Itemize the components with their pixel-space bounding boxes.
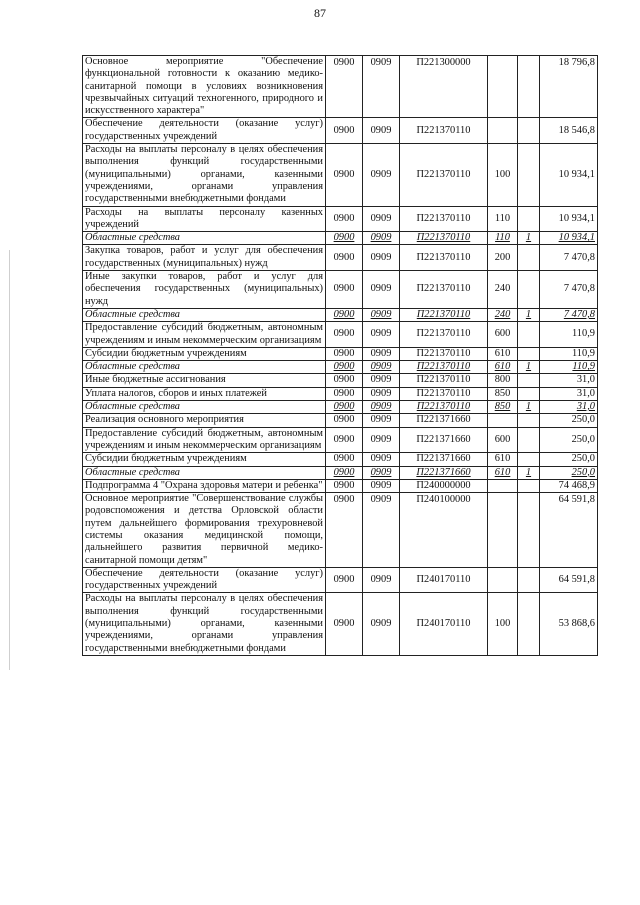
row-department-code: 0900 — [326, 387, 363, 400]
row-source-code: 1 — [518, 466, 540, 479]
row-source-code — [518, 144, 540, 206]
row-amount: 53 868,6 — [540, 593, 598, 655]
row-amount: 110,9 — [540, 347, 598, 360]
row-section-code: 0909 — [363, 453, 400, 466]
table-row — [83, 427, 598, 453]
row-source-code: 1 — [518, 361, 540, 374]
row-name: Расходы на выплаты персоналу казенных учреждений — [83, 206, 326, 232]
row-section-code: 0909 — [363, 206, 400, 232]
row-expense-type: 850 — [488, 401, 518, 414]
row-expense-type: 600 — [488, 427, 518, 453]
row-amount: 31,0 — [540, 401, 598, 414]
row-department-code: 0900 — [326, 144, 363, 206]
row-target-code: П221371660 — [400, 414, 488, 427]
row-department-code: 0900 — [326, 401, 363, 414]
row-amount: 10 934,1 — [540, 144, 598, 206]
row-name: Иные закупки товаров, работ и услуг для обеспечения государственных (муниципальных) нужд — [83, 271, 326, 309]
table-row — [83, 466, 598, 479]
row-name: Областные средства — [83, 232, 326, 245]
row-target-code: П221370110 — [400, 206, 488, 232]
row-expense-type: 240 — [488, 308, 518, 321]
row-expense-type: 610 — [488, 361, 518, 374]
row-source-code — [518, 593, 540, 655]
table-row — [83, 593, 598, 655]
row-name: Субсидии бюджетным учреждениям — [83, 347, 326, 360]
row-section-code: 0909 — [363, 322, 400, 348]
row-source-code — [518, 271, 540, 309]
row-source-code — [518, 427, 540, 453]
row-target-code: П221370110 — [400, 232, 488, 245]
row-source-code — [518, 245, 540, 271]
table-row — [83, 361, 598, 374]
row-expense-type: 600 — [488, 322, 518, 348]
table-row — [83, 567, 598, 593]
row-source-code — [518, 493, 540, 568]
row-source-code: 1 — [518, 308, 540, 321]
table-row — [83, 453, 598, 466]
row-name: Основное мероприятие "Обеспечение функциональной готовности к оказанию медико-санитарной помощи в условиях возникновения чрезвычайных ситуаций техногенного, природного и искусственного характера" — [83, 56, 326, 118]
budget-table-body — [83, 56, 598, 656]
row-department-code: 0900 — [326, 308, 363, 321]
row-name: Областные средства — [83, 401, 326, 414]
table-row — [83, 56, 598, 118]
row-amount: 7 470,8 — [540, 271, 598, 309]
row-amount: 18 546,8 — [540, 118, 598, 144]
row-section-code: 0909 — [363, 271, 400, 309]
row-amount: 250,0 — [540, 414, 598, 427]
row-section-code: 0909 — [363, 374, 400, 387]
row-amount: 250,0 — [540, 427, 598, 453]
row-name: Основное мероприятие "Совершенствование службы родовспоможения и детства Орловской области путем дальнейшего формирования трехуровневой системы оказания медицинской помощи, дальнейшего развития первичной медико-санитарной помощи детям" — [83, 493, 326, 568]
row-source-code — [518, 322, 540, 348]
row-section-code: 0909 — [363, 118, 400, 144]
table-row — [83, 206, 598, 232]
row-department-code: 0900 — [326, 232, 363, 245]
row-amount: 31,0 — [540, 374, 598, 387]
table-row — [83, 479, 598, 492]
row-expense-type: 110 — [488, 232, 518, 245]
row-name: Уплата налогов, сборов и иных платежей — [83, 387, 326, 400]
row-section-code: 0909 — [363, 387, 400, 400]
row-source-code — [518, 347, 540, 360]
row-section-code: 0909 — [363, 479, 400, 492]
scan-artifact-line — [9, 250, 10, 670]
row-target-code: П240100000 — [400, 493, 488, 568]
row-section-code: 0909 — [363, 144, 400, 206]
row-expense-type: 100 — [488, 593, 518, 655]
row-section-code: 0909 — [363, 414, 400, 427]
row-expense-type — [488, 118, 518, 144]
row-amount: 31,0 — [540, 387, 598, 400]
row-department-code: 0900 — [326, 271, 363, 309]
row-department-code: 0900 — [326, 453, 363, 466]
row-name: Иные бюджетные ассигнования — [83, 374, 326, 387]
row-expense-type: 200 — [488, 245, 518, 271]
row-department-code: 0900 — [326, 427, 363, 453]
row-source-code: 1 — [518, 401, 540, 414]
table-row — [83, 493, 598, 568]
row-name: Субсидии бюджетным учреждениям — [83, 453, 326, 466]
row-target-code: П240000000 — [400, 479, 488, 492]
row-source-code — [518, 206, 540, 232]
row-target-code: П240170110 — [400, 567, 488, 593]
row-amount: 10 934,1 — [540, 206, 598, 232]
row-target-code: П221370110 — [400, 401, 488, 414]
row-source-code — [518, 567, 540, 593]
row-name: Расходы на выплаты персоналу в целях обеспечения выполнения функций государственными (муниципальными) органами, казенными учреждениями, органами управления государственными внебюджетными фондами — [83, 144, 326, 206]
row-expense-type: 610 — [488, 453, 518, 466]
row-amount: 64 591,8 — [540, 567, 598, 593]
row-section-code: 0909 — [363, 347, 400, 360]
row-target-code: П221370110 — [400, 245, 488, 271]
row-department-code: 0900 — [326, 479, 363, 492]
row-section-code: 0909 — [363, 232, 400, 245]
table-row — [83, 271, 598, 309]
row-department-code: 0900 — [326, 118, 363, 144]
row-target-code: П221371660 — [400, 427, 488, 453]
row-amount: 7 470,8 — [540, 308, 598, 321]
row-expense-type — [488, 493, 518, 568]
row-department-code: 0900 — [326, 374, 363, 387]
row-name: Подпрограмма 4 "Охрана здоровья матери и ребенка" — [83, 479, 326, 492]
row-amount: 7 470,8 — [540, 245, 598, 271]
row-name: Предоставление субсидий бюджетным, автономным учреждениям и иным некоммерческим организациям — [83, 427, 326, 453]
row-expense-type — [488, 414, 518, 427]
row-target-code: П221370110 — [400, 144, 488, 206]
row-name: Обеспечение деятельности (оказание услуг) государственных учреждений — [83, 118, 326, 144]
row-expense-type — [488, 567, 518, 593]
table-row — [83, 322, 598, 348]
row-target-code: П221370110 — [400, 347, 488, 360]
row-expense-type: 100 — [488, 144, 518, 206]
row-name: Предоставление субсидий бюджетным, автономным учреждениям и иным некоммерческим организациям — [83, 322, 326, 348]
table-row — [83, 387, 598, 400]
row-source-code — [518, 387, 540, 400]
table-row — [83, 401, 598, 414]
row-section-code: 0909 — [363, 493, 400, 568]
row-expense-type: 240 — [488, 271, 518, 309]
page-number: 87 — [314, 6, 326, 20]
row-target-code: П221370110 — [400, 374, 488, 387]
row-amount: 110,9 — [540, 361, 598, 374]
row-source-code — [518, 118, 540, 144]
row-name: Областные средства — [83, 308, 326, 321]
row-section-code: 0909 — [363, 427, 400, 453]
row-amount: 110,9 — [540, 322, 598, 348]
row-name: Областные средства — [83, 361, 326, 374]
row-amount: 74 468,9 — [540, 479, 598, 492]
row-target-code: П240170110 — [400, 593, 488, 655]
row-target-code: П221370110 — [400, 118, 488, 144]
row-department-code: 0900 — [326, 322, 363, 348]
row-section-code: 0909 — [363, 308, 400, 321]
row-expense-type: 610 — [488, 347, 518, 360]
row-amount: 250,0 — [540, 466, 598, 479]
row-source-code — [518, 453, 540, 466]
row-source-code — [518, 479, 540, 492]
row-target-code: П221370110 — [400, 322, 488, 348]
row-amount: 10 934,1 — [540, 232, 598, 245]
row-target-code: П221370110 — [400, 308, 488, 321]
row-department-code: 0900 — [326, 567, 363, 593]
row-department-code: 0900 — [326, 593, 363, 655]
row-source-code — [518, 414, 540, 427]
row-name: Областные средства — [83, 466, 326, 479]
row-target-code: П221370110 — [400, 387, 488, 400]
row-expense-type — [488, 56, 518, 118]
table-row — [83, 245, 598, 271]
row-section-code: 0909 — [363, 466, 400, 479]
row-department-code: 0900 — [326, 466, 363, 479]
row-department-code: 0900 — [326, 414, 363, 427]
row-department-code: 0900 — [326, 347, 363, 360]
budget-table — [82, 55, 598, 656]
row-section-code: 0909 — [363, 56, 400, 118]
row-department-code: 0900 — [326, 493, 363, 568]
row-target-code: П221300000 — [400, 56, 488, 118]
row-amount: 250,0 — [540, 453, 598, 466]
row-department-code: 0900 — [326, 56, 363, 118]
table-row — [83, 232, 598, 245]
row-name: Обеспечение деятельности (оказание услуг) государственных учреждений — [83, 567, 326, 593]
row-expense-type: 610 — [488, 466, 518, 479]
table-row — [83, 118, 598, 144]
table-row — [83, 374, 598, 387]
row-expense-type: 800 — [488, 374, 518, 387]
row-target-code: П221371660 — [400, 453, 488, 466]
table-row — [83, 308, 598, 321]
row-expense-type: 110 — [488, 206, 518, 232]
row-source-code — [518, 56, 540, 118]
row-name: Реализация основного мероприятия — [83, 414, 326, 427]
row-section-code: 0909 — [363, 401, 400, 414]
row-target-code: П221370110 — [400, 361, 488, 374]
row-target-code: П221371660 — [400, 466, 488, 479]
row-section-code: 0909 — [363, 567, 400, 593]
row-expense-type: 850 — [488, 387, 518, 400]
row-department-code: 0900 — [326, 245, 363, 271]
row-expense-type — [488, 479, 518, 492]
row-source-code: 1 — [518, 232, 540, 245]
row-source-code — [518, 374, 540, 387]
table-row — [83, 144, 598, 206]
row-section-code: 0909 — [363, 361, 400, 374]
row-target-code: П221370110 — [400, 271, 488, 309]
row-name: Закупка товаров, работ и услуг для обеспечения государственных (муниципальных) нужд — [83, 245, 326, 271]
row-department-code: 0900 — [326, 206, 363, 232]
row-section-code: 0909 — [363, 593, 400, 655]
row-section-code: 0909 — [363, 245, 400, 271]
row-amount: 64 591,8 — [540, 493, 598, 568]
row-name: Расходы на выплаты персоналу в целях обеспечения выполнения функций государственными (муниципальными) органами, казенными учреждениями, органами управления государственными внебюджетными фондами — [83, 593, 326, 655]
table-row — [83, 414, 598, 427]
row-department-code: 0900 — [326, 361, 363, 374]
row-amount: 18 796,8 — [540, 56, 598, 118]
table-row — [83, 347, 598, 360]
